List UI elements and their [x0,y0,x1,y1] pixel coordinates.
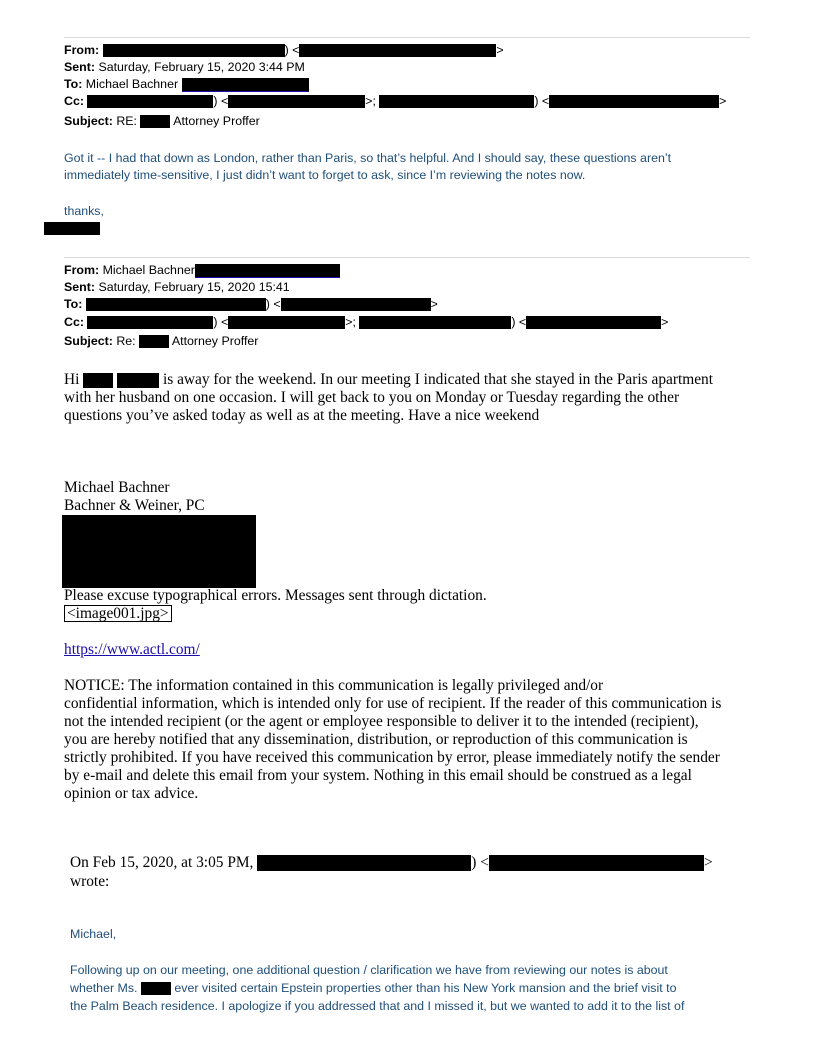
redaction-signature [44,222,100,235]
notice-line: opinion or tax advice. [64,785,199,802]
email1-sent-row [64,59,305,76]
to-value: Michael Bachner [85,77,179,91]
redaction [139,335,169,348]
redaction [281,298,431,311]
redaction [526,316,661,329]
cc-label: Cc: [64,94,84,108]
redaction [87,316,213,329]
email1-subject-row [64,113,260,130]
from-label: From: [64,263,100,277]
redaction [140,115,170,128]
quoted-greeting: Michael, [70,927,117,941]
quoted-body-line: Following up on our meeting, one additional question / clarification we have from reviewing our notes is about [70,963,668,977]
subject-label: Subject: [64,334,113,348]
redaction-signature-block [62,515,256,588]
quoted-intro-wrote: wrote: [70,873,110,890]
subject-rest: Attorney Proffer [173,114,260,128]
redaction [489,855,704,871]
notice-line: not the intended recipient (or the agent or employee responsible to deliver it to the intended (recipient), [64,713,699,730]
subject-prefix: RE: [116,114,137,128]
quoted-body-line: whether Ms. ever visited certain Epstein properties other than his New York mansion and the brief visit to [70,981,677,995]
redaction [103,44,285,57]
redaction [379,95,534,108]
redaction [83,373,113,388]
sent-label: Sent: [64,60,95,74]
email1-cc-row: Cc: ) < >; ) < > [64,94,727,108]
subject-prefix: Re: [116,334,136,348]
email2-sent-row [64,279,290,296]
quoted-body-line: the Palm Beach residence. I apologize if you addressed that and I missed it, but we wanted to add it to the list of [70,999,685,1013]
email2-cc-row: Cc: ) < >; ) < > [64,315,669,329]
redaction [228,316,345,329]
email1-from-row: From: ) < > [64,43,504,57]
redaction [117,373,159,388]
email2-body-line: with her husband on one occasion. I will get back to you on Monday or Tuesday regarding the other [64,389,680,406]
notice-line: you are hereby notified that any dissemination, distribution, or reproduction of this communication is [64,731,688,748]
greeting: Hi [64,371,80,388]
redaction [86,298,266,311]
redaction[interactable] [195,264,340,278]
redaction [299,44,496,57]
redaction[interactable] [182,78,309,92]
redaction [228,95,365,108]
email1-to-row [64,76,309,93]
subject-rest: Attorney Proffer [171,334,259,348]
sent-value: Saturday, February 15, 2020 3:44 PM [98,60,305,74]
email1-body-line: immediately time-sensitive, I just didn’t want to forget to ask, since I’m reviewing the notes now. [64,168,586,182]
email2-body-line: Hi is away for the weekend. In our meeting I indicated that she stayed in the Paris apartment [64,371,714,388]
redaction [549,95,719,108]
sent-label: Sent: [64,280,95,294]
redaction [257,855,471,871]
from-value: Michael Bachner [102,263,195,277]
email2-from-row [64,262,340,279]
separator-top [64,37,750,38]
notice-line: confidential information, which is intended only for use of recipient. If the reader of this communication is [64,695,722,712]
typo-note: Please excuse typographical errors. Messages sent through dictation. [64,587,487,604]
notice-line: NOTICE: The information contained in this communication is legally privileged and/or [64,677,604,694]
notice-line: strictly prohibited. If you have received this communication by error, please immediately notify the sender [64,749,720,766]
to-label: To: [64,297,83,311]
from-label: From: [64,43,100,57]
cc-label: Cc: [64,315,84,329]
redaction [359,316,511,329]
redaction [141,982,171,995]
link[interactable]: https://www.actl.com/ [64,641,200,658]
signature-name: Michael Bachner [64,479,170,496]
quoted-intro: On Feb 15, 2020, at 3:05 PM, ) < > [70,854,713,871]
actl-link[interactable] [64,641,200,658]
to-label: To: [64,77,83,91]
notice-line: by e-mail and delete this email from your system. Nothing in this email should be construed as a legal [64,767,692,784]
email1-signoff: thanks, [64,204,104,218]
email2-to-row: To: ) < > [64,297,438,311]
email2-subject-row [64,333,258,350]
redaction [87,95,213,108]
email2-body-line: questions you’ve asked today as well as at the meeting. Have a nice weekend [64,407,540,424]
email1-body-line: Got it -- I had that down as London, rather than Paris, so that’s helpful. And I should say, these questions aren’t [64,151,672,165]
subject-label: Subject: [64,114,113,128]
separator-middle [64,257,750,258]
signature-firm: Bachner & Weiner, PC [64,497,205,514]
image-attachment[interactable]: <image001.jpg> [64,605,172,622]
sent-value: Saturday, February 15, 2020 15:41 [98,280,290,294]
